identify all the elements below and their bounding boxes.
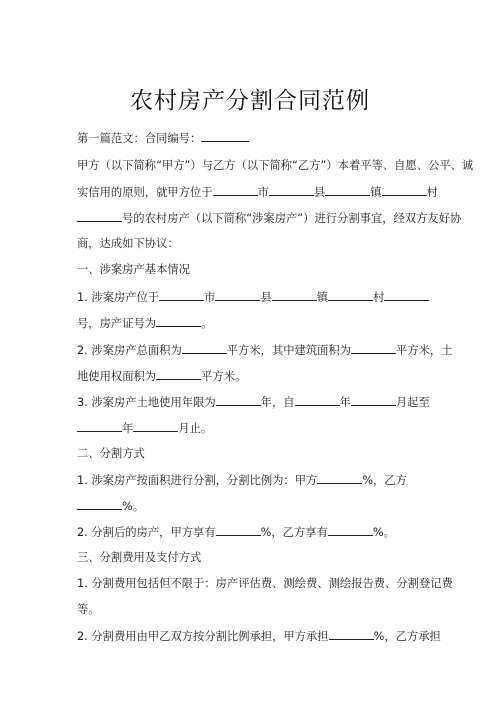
blank[interactable] [384,289,429,301]
clause-text: 号，房产证号为 [77,317,157,330]
blank[interactable] [156,368,201,380]
clause-1-3 [77,394,437,411]
preamble-town: 镇 [370,186,382,199]
blank[interactable] [328,289,373,301]
blank-county[interactable] [269,184,314,196]
blank[interactable] [272,289,317,301]
blank-certificate-number[interactable] [156,315,201,327]
clause-text: %，乙方享有 [260,526,328,539]
contract-number-line [77,130,437,147]
section-heading: 一、涉案房产基本情况 [77,263,190,276]
blank[interactable] [351,342,396,354]
clause-text: 月起至 [395,396,430,409]
clause-3-1-cont: 等。 [77,603,100,616]
clause-text: 市 [204,291,216,304]
blank[interactable] [216,524,261,536]
clause-text: 平方米，其中建筑面积为 [226,344,352,357]
blank[interactable] [329,628,374,640]
blank[interactable] [328,524,373,536]
preamble-county: 县 [313,186,326,199]
clause-2-1-cont [77,498,437,515]
clause-text: 年 [122,422,134,435]
blank-town[interactable] [325,184,370,196]
blank[interactable] [182,342,227,354]
clause-text: 村 [373,291,385,304]
clause-text: 平方米，土 [396,344,453,357]
clause-text: 3. 涉案房产土地使用年限为 [77,396,216,409]
clause-text: 。 [201,317,213,330]
clause-3-2 [77,628,441,645]
blank[interactable] [159,289,204,301]
blank[interactable] [77,498,122,510]
preamble-text: 实信用的原则，就甲方位于 [77,186,213,199]
clause-3-1: 1. 分割费用包括但不限于：房产评估费、测绘费、测绘报告费、分割登记费 [77,577,453,590]
blank[interactable] [77,420,122,432]
clause-text: 镇 [316,291,329,304]
blank[interactable] [133,420,178,432]
clause-text: 地使用权面积为 [77,370,157,383]
blank-city[interactable] [213,184,258,196]
clause-text: 2. 分割费用由甲乙双方按分割比例承担，甲方承担 [77,630,329,643]
clause-text: 月止。 [178,422,213,435]
clause-text: %。 [372,526,395,539]
preamble-line-1: 甲方（以下简称“甲方”）与乙方（以下简称“乙方”）本着平等、自愿、公平、诚 [77,159,474,172]
clause-text: 平方米。 [201,370,247,383]
blank-village[interactable] [382,184,427,196]
section-heading: 三、分割费用及支付方式 [77,551,202,564]
preamble-line-4: 商，达成如下协议： [77,237,179,250]
preamble-city: 市 [257,186,269,199]
clause-text: %，乙方承担 [373,630,441,643]
clause-text: 年，自 [260,396,295,409]
clause-1-2-cont [77,368,437,385]
blank[interactable] [317,472,362,484]
clause-text: %，乙方 [362,474,407,487]
blank[interactable] [216,394,261,406]
clause-text: 2. 分割后的房产，甲方享有 [77,526,216,539]
clause-text: 1. 涉案房产位于 [77,291,160,304]
preamble-line-3 [77,210,462,227]
preamble-text: 号的农村房产（以下简称“涉案房产”）进行分割事宜，经双方友好协 [122,212,462,225]
blank[interactable] [351,394,396,406]
clause-1-2 [77,342,453,359]
clause-text: 县 [260,291,272,304]
clause-1-3-cont [77,420,437,437]
document-title: 农村房产分割合同范例 [130,88,370,114]
clause-1-1-cont [77,315,437,332]
preamble-village: 村 [426,186,438,199]
clause-text: %。 [122,500,145,513]
blank-house-number[interactable] [77,210,122,222]
blank[interactable] [215,289,260,301]
clause-1-1 [77,289,437,306]
clause-text: 1. 涉案房产按面积进行分割，分割比例为：甲方 [77,474,318,487]
clause-text: 2. 涉案房产总面积为 [77,344,182,357]
clause-2-1 [77,472,437,489]
clause-2-2 [77,524,437,541]
blank[interactable] [295,394,340,406]
clause-text: 年 [339,396,351,409]
contract-number-label: 第一篇范文：合同编号： [77,132,202,145]
section-heading: 二、分割方式 [77,447,145,460]
preamble-line-2 [77,184,437,201]
contract-number-blank[interactable] [201,130,249,142]
